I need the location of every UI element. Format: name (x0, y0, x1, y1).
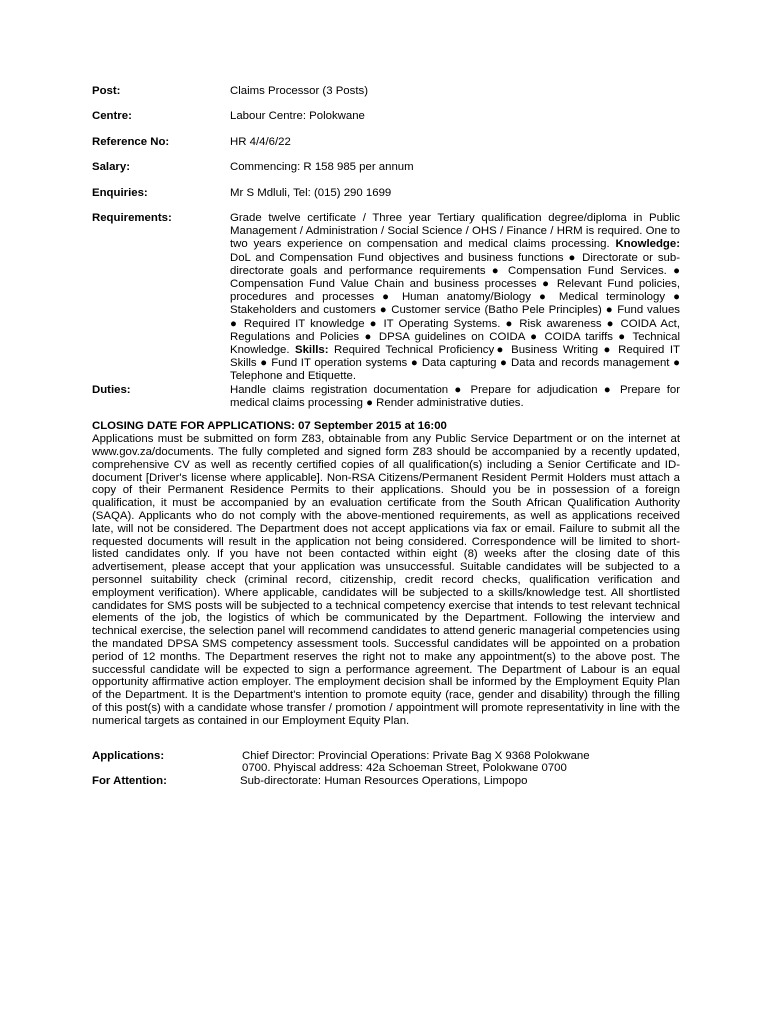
centre-row (92, 110, 680, 123)
enquiries-value: Mr S Mdluli, Tel: (015) 290 1699 (230, 186, 392, 199)
reference-value: HR 4/4/6/22 (230, 135, 291, 148)
centre-label: Centre: (92, 110, 132, 123)
requirements-intro: Grade twelve certificate / Three year Tertiary qualification degree/diploma in Public Management / Administration / Social Science / OHS / Finance / HRM is required. One to two years experience on compensation and medical claims processing. (230, 211, 680, 251)
attention-row (92, 775, 680, 788)
applications-line-1: Chief Director: Provincial Operations: Private Bag X 9368 Polokwane (242, 749, 590, 762)
duties-label: Duties: (92, 383, 131, 396)
salary-value: Commencing: R 158 985 per annum (230, 161, 414, 174)
knowledge-text: DoL and Compensation Fund objectives and business functions ● Directorate or sub-directorate goals and performance requirements ● Compensation Fund Services. ● Compensation Fund Value Chain and business processes ● Relevant Fund policies, procedures and processes ● Human anatomy/Biology ● Medical terminology ● Stakeholders and customers ● Customer service (Batho Pele Principles) ● Fund values ● Required IT knowledge ● IT Operating Systems. ● Risk awareness ● COIDA Act, Regulations and Policies ● DPSA guidelines on COIDA ● COIDA tariffs ● Technical Knowledge. (230, 251, 680, 356)
reference-row (92, 136, 680, 149)
applications-line-2: 0700. Phyiscal address: 42a Schoeman Street, Polokwane 0700 (242, 762, 567, 775)
skills-label: Skills: (295, 343, 329, 356)
post-value: Claims Processor (3 Posts) (230, 85, 368, 97)
post-row (92, 85, 680, 98)
requirements-text (230, 212, 680, 384)
job-advert (92, 85, 680, 788)
applications-label: Applications: (92, 749, 165, 762)
enquiries-label: Enquiries: (92, 186, 148, 199)
applications-address (242, 750, 680, 775)
requirements-row (92, 212, 680, 384)
knowledge-label: Knowledge: (615, 238, 680, 251)
skills-text: Required Technical Proficiency● Business Writing ● Required IT Skills ● Fund IT operation systems ● Data capturing ● Data and records management ● Telephone and Etiquette. (230, 343, 680, 383)
duties-text: Handle claims registration documentation ● Prepare for adjudication ● Prepare for medical claims processing ● Render administrative duties. (230, 383, 680, 409)
salary-row (92, 161, 680, 174)
centre-value: Labour Centre: Polokwane (230, 110, 365, 123)
requirements-label: Requirements: (92, 211, 172, 224)
post-label: Post: (92, 85, 121, 97)
attention-value: Sub-directorate: Human Resources Operations, Limpopo (240, 774, 528, 787)
duties-row (92, 384, 680, 410)
enquiries-row (92, 187, 680, 200)
reference-label: Reference No: (92, 135, 170, 148)
attention-label: For Attention: (92, 774, 167, 787)
salary-label: Salary: (92, 161, 130, 174)
applications-row (92, 750, 680, 775)
closing-body-text: Applications must be submitted on form Z83, obtainable from any Public Service Department or on the internet at www.gov.za/documents. The fully completed and signed form Z83 should be accompanied by a recently updated, comprehensive CV as well as recently certified copies of all qualification(s) including a Senior Certificate and ID-document [Driver's license where applicable]. Non-RSA Citizens/Permanent Resident Permit Holders must attach a copy of their Permanent Residence Permits to their applications. Should you be in possession of a foreign qualification, it must be accompanied by an evaluation certificate from the South African Qualification Authority (SAQA). Applicants who do not comply with the above-mentioned requirements, as well as applications received late, will not be considered. The Department does not accept applications via fax or email. Failure to submit all the requested documents will result in the application not being considered. Correspondence will be limited to short-listed candidates only. If you have not been contacted within eight (8) weeks after the closing date of this advertisement, please accept that your application was unsuccessful. Suitable candidates will be subjected to a personnel suitability check (criminal record, citizenship, credit record checks, qualification verification and employment verification). Where applicable, candidates will be subjected to a skills/knowledge test. All shortlisted candidates for SMS posts will be subjected to a technical competency exercise that intends to test relevant technical elements of the job, the logistics of which be communicated by the Department. Following the interview and technical exercise, the selection panel will recommend candidates to attend generic managerial competencies using the mandated DPSA SMS competency assessment tools. Successful candidates will be appointed on a probation period of 12 months. The Department reserves the right not to make any appointment(s) to the above post. The successful candidate will be expected to sign a performance agreement. The Department of Labour is an equal opportunity affirmative action employer. The employment decision shall be informed by the Employment Equity Plan of the Department. It is the Department's intention to promote equity (race, gender and disability) through the filling of this post(s) with a candidate whose transfer / promotion / appointment will promote representativity in line with the numerical targets as contained in our Employment Equity Plan. (92, 433, 680, 727)
closing-date-heading: CLOSING DATE FOR APPLICATIONS: 07 September 2015 at 16:00 (92, 420, 447, 432)
